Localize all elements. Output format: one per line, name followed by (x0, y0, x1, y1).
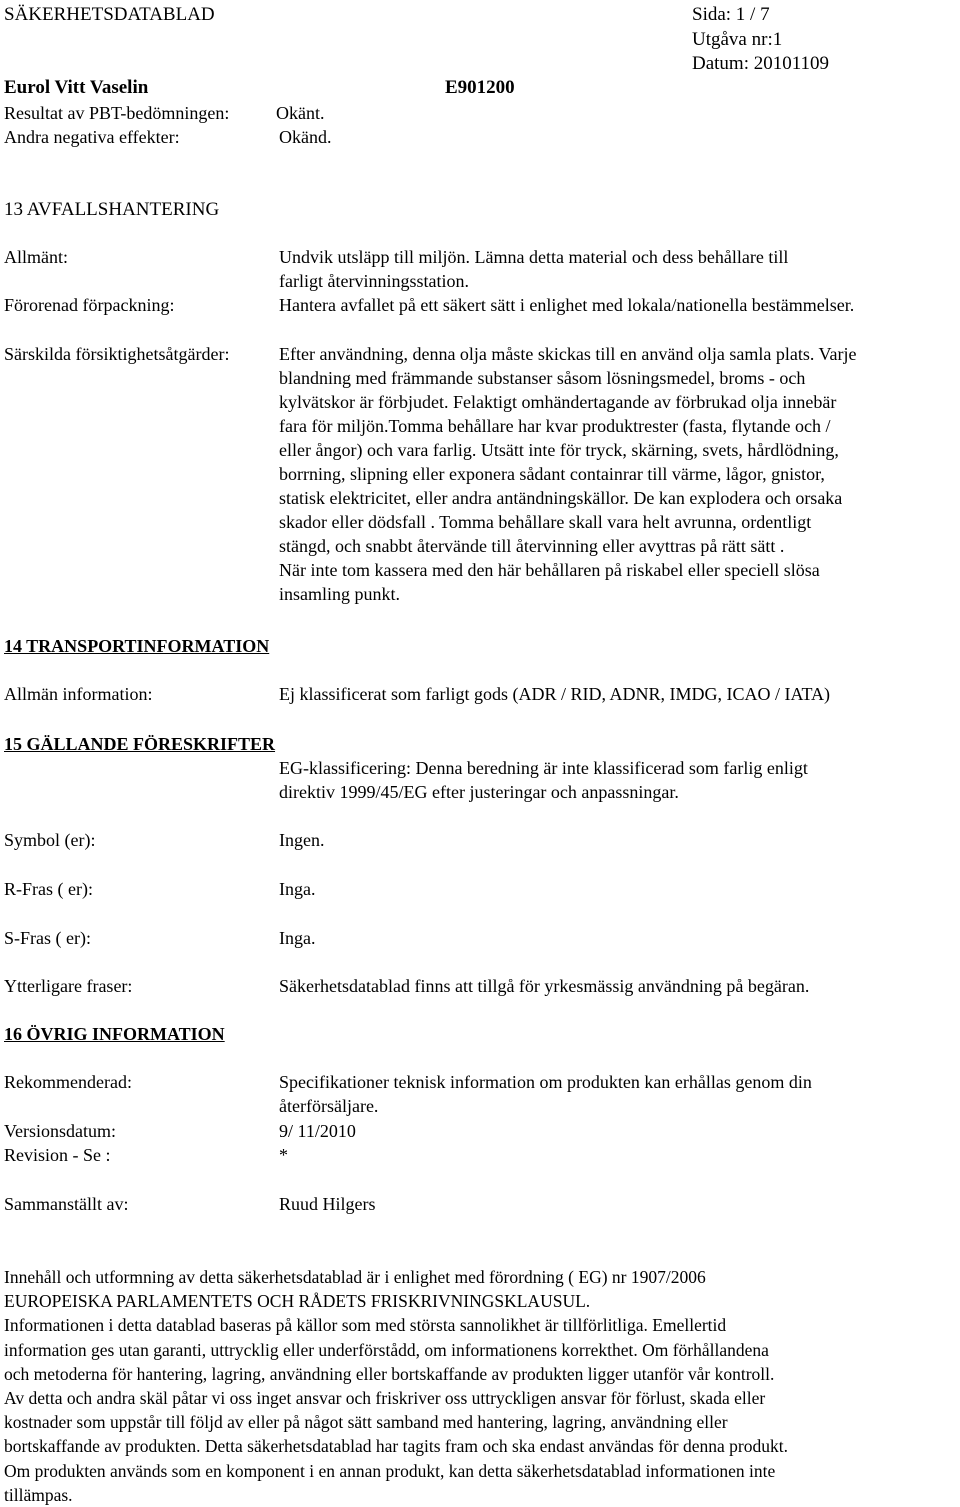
r-phrases-value: Inga. (279, 879, 316, 899)
text-line: När inte tom kassera med den här behållaren på riskabel eller speciell slösa (279, 560, 820, 580)
text-line: Specifikationer teknisk information om produkten kan erhållas genom din (279, 1072, 812, 1092)
section-16-title: 16 ÖVRIG INFORMATION (4, 1024, 225, 1044)
transport-general-label: Allmän information: (4, 684, 153, 704)
text-line: stängd, och snabbt återvände till återvinning eller avyttras på rätt sätt . (279, 536, 785, 556)
packaging-text: Hantera avfallet på ett säkert sätt i enlighet med lokala/nationella bestämmelser. (279, 295, 855, 315)
text-line: skador eller dödsfall . Tomma behållare skall vara helt avrunna, ordentligt (279, 512, 812, 532)
text-line: Innehåll och utformning av detta säkerhetsdatablad är i enlighet med förordning ( EG) nr 1907/2006 (4, 1267, 706, 1287)
section-13-title: 13 AVFALLSHANTERING (4, 199, 220, 220)
version-date-value: 9/ 11/2010 (279, 1121, 356, 1141)
precautions-label: Särskilda försiktighetsåtgärder: (4, 344, 230, 364)
section-15-title: 15 GÄLLANDE FÖRESKRIFTER (4, 734, 276, 754)
negative-effects-value: Okänd. (279, 127, 332, 147)
recommended-text (279, 1070, 812, 1118)
r-phrases-label: R-Fras ( er): (4, 879, 93, 899)
text-line: återförsäljare. (279, 1096, 379, 1116)
text-line: EG-klassificering: Denna beredning är inte klassificerad som farlig enligt (279, 758, 808, 778)
text-line: statisk elektricitet, eller andra antändningskällor. De kan explodera och orsaka (279, 488, 843, 508)
disclaimer-text (4, 1265, 788, 1507)
pbt-result-label: Resultat av PBT-bedömningen: (4, 103, 230, 123)
extra-phrases-value: Säkerhetsdatablad finns att tillgå för yrkesmässig användning på begäran. (279, 976, 810, 996)
text-line: och metoderna för hantering, lagring, användning eller bortskaffande av produkten ligger utanför vår kontroll. (4, 1363, 775, 1384)
symbol-value: Ingen. (279, 830, 325, 850)
product-name: Eurol Vitt Vaselin (4, 77, 149, 98)
transport-general-text: Ej klassificerat som farligt gods (ADR / RID, ADNR, IMDG, ICAO / IATA) (279, 684, 830, 704)
text-line: kylvätskor är förbjudet. Felaktigt omhändertagande av förbrukad olja innebär (279, 392, 837, 412)
document-title: SÄKERHETSDATABLAD (4, 4, 215, 25)
text-line: blandning med främmande substanser såsom lösningsmedel, broms - och (279, 368, 806, 388)
text-line: kostnader som uppstår till följd av eller på något sätt samband med hantering, lagring, användning eller (4, 1412, 728, 1433)
text-line: eller ångor) och vara farlig. Utsätt inte för tryck, skärning, svets, hårdlödning, (279, 440, 839, 460)
text-line: Om produkten används som en komponent i en annan produkt, kan detta säkerhetsdatablad informationen inte (4, 1460, 776, 1481)
product-code: E901200 (445, 77, 515, 98)
s-phrases-value: Inga. (279, 928, 316, 948)
document-date: Datum: 20101109 (692, 53, 830, 74)
compiled-by-value: Ruud Hilgers (279, 1194, 376, 1214)
page-number: Sida: 1 / 7 (692, 4, 770, 25)
recommended-label: Rekommenderad: (4, 1072, 132, 1092)
text-line: Efter användning, denna olja måste skickas till en använd olja samla plats. Varje (279, 344, 857, 364)
compiled-by-label: Sammanställt av: (4, 1194, 129, 1214)
text-line: tillämpas. (4, 1484, 73, 1505)
pbt-result-value: Okänt. (276, 103, 325, 123)
text-line: Av detta och andra skäl påtar vi oss inget ansvar och friskriver oss uttryckligen ansvar för förlust, skada eller (4, 1388, 766, 1409)
issue-number: Utgåva nr:1 (692, 29, 783, 50)
text-line: borrning, slipning eller exponera sådant containrar till värme, lågor, gnistor, (279, 464, 825, 484)
text-line: farligt återvinningsstation. (279, 271, 469, 291)
text-line: EUROPEISKA PARLAMENTETS OCH RÅDETS FRISKRIVNINGSKLAUSUL. (4, 1291, 591, 1312)
text-line: insamling punkt. (279, 584, 400, 604)
text-line: fara för miljön.Tomma behållare har kvar produktrester (fasta, flytande och / (279, 416, 831, 436)
revision-value: * (279, 1145, 288, 1165)
revision-label: Revision - Se : (4, 1145, 111, 1165)
precautions-text (279, 342, 857, 606)
section-14-title: 14 TRANSPORTINFORMATION (4, 636, 270, 656)
text-line: Informationen i detta datablad baseras på källor som med största sannolikhet är tillförlitliga. Emellertid (4, 1315, 727, 1336)
negative-effects-label: Andra negativa effekter: (4, 127, 180, 147)
symbol-label: Symbol (er): (4, 830, 96, 850)
version-date-label: Versionsdatum: (4, 1121, 116, 1141)
s-phrases-label: S-Fras ( er): (4, 928, 91, 948)
waste-general-text (279, 245, 788, 293)
text-line: bortskaffande av produkten. Detta säkerhetsdatablad har tagits fram och ska endast användas för denna produkt. (4, 1436, 788, 1457)
text-line: direktiv 1999/45/EG efter justeringar och anpassningar. (279, 782, 679, 802)
waste-general-label: Allmänt: (4, 247, 68, 267)
text-line: Undvik utsläpp till miljön. Lämna detta material och dess behållare till (279, 247, 789, 267)
packaging-label: Förorenad förpackning: (4, 295, 175, 315)
extra-phrases-label: Ytterligare fraser: (4, 976, 133, 996)
ec-classification-text (279, 756, 808, 804)
text-line: information ges utan garanti, uttrycklig eller underförstådd, om informationens korrekthet. Om förhållandena (4, 1339, 769, 1360)
